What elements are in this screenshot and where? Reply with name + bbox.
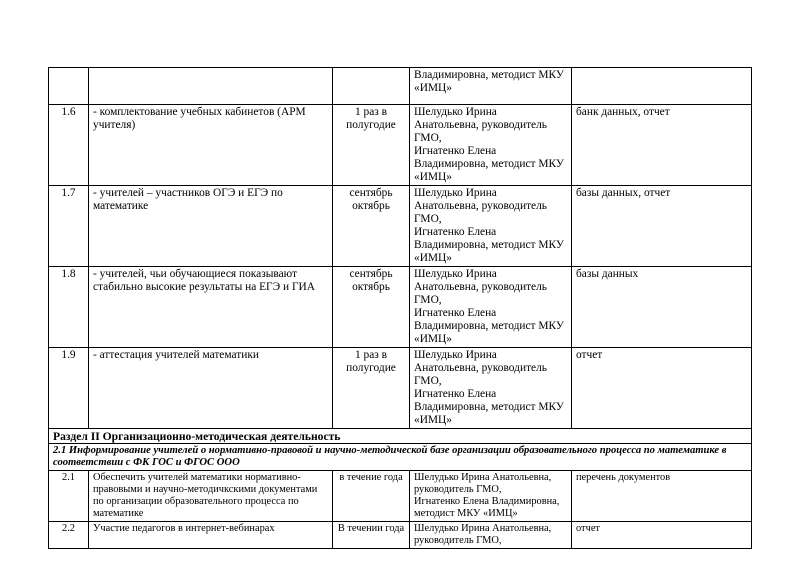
term-cell: сентябрь октябрь: [333, 267, 410, 348]
table-row: [49, 471, 752, 522]
responsible-cell: Шелудько Ирина Анатольевна, руководитель ГМО,: [410, 522, 572, 549]
table-row: [49, 522, 752, 549]
subsection-title: 2.1 Информирование учителей о нормативно-правовой и научно-методической базе организации образовательного процесса по математике в соответствии с ФК ГОС и ФГОС ООО: [49, 444, 752, 471]
term-cell: 1 раз в полугодие: [333, 348, 410, 429]
responsible-cell: Шелудько Ирина Анатольевна, руководитель ГМО, Игнатенко Елена Владимировна, методист МКУ «ИМЦ»: [410, 471, 572, 522]
responsible-cell: Шелудько Ирина Анатольевна, руководитель ГМО, Игнатенко Елена Владимировна, методист МКУ «ИМЦ»: [410, 105, 572, 186]
term-cell: [333, 68, 410, 105]
row-number: 2.1: [49, 471, 89, 522]
task-cell: [89, 68, 333, 105]
table-row: [49, 267, 752, 348]
task-cell: Обеспечить учителей математики нормативно-правовыми и научно-методичкскими документами по организации образовательного процесса по математике: [89, 471, 333, 522]
responsible-cell: Шелудько Ирина Анатольевна, руководитель ГМО, Игнатенко Елена Владимировна, методист МКУ «ИМЦ»: [410, 348, 572, 429]
section-row: [49, 429, 752, 444]
term-cell: сентябрь октябрь: [333, 186, 410, 267]
task-cell: - учителей, чьи обучающиеся показывают стабильно высокие результаты на ЕГЭ и ГИА: [89, 267, 333, 348]
table-row: [49, 348, 752, 429]
section-title: Раздел II Организационно-методическая деятельность: [49, 429, 752, 444]
table-row: [49, 68, 752, 105]
table-row: [49, 105, 752, 186]
term-cell: 1 раз в полугодие: [333, 105, 410, 186]
row-number: 2.2: [49, 522, 89, 549]
row-number: 1.6: [49, 105, 89, 186]
result-cell: базы данных: [572, 267, 752, 348]
term-cell: в течение года: [333, 471, 410, 522]
task-cell: Участие педагогов в интернет-вебинарах: [89, 522, 333, 549]
result-cell: банк данных, отчет: [572, 105, 752, 186]
task-cell: - аттестация учителей математики: [89, 348, 333, 429]
responsible-cell: Владимировна, методист МКУ «ИМЦ»: [410, 68, 572, 105]
table-row: [49, 186, 752, 267]
subsection-row: [49, 444, 752, 471]
result-cell: отчет: [572, 348, 752, 429]
result-cell: базы данных, отчет: [572, 186, 752, 267]
plan-table: [48, 67, 752, 549]
row-number: [49, 68, 89, 105]
result-cell: перечень документов: [572, 471, 752, 522]
responsible-cell: Шелудько Ирина Анатольевна, руководитель ГМО, Игнатенко Елена Владимировна, методист МКУ «ИМЦ»: [410, 186, 572, 267]
row-number: 1.9: [49, 348, 89, 429]
task-cell: - учителей – участников ОГЭ и ЕГЭ по математике: [89, 186, 333, 267]
row-number: 1.8: [49, 267, 89, 348]
result-cell: [572, 68, 752, 105]
term-cell: В течении года: [333, 522, 410, 549]
task-cell: - комплектование учебных кабинетов (АРМ учителя): [89, 105, 333, 186]
result-cell: отчет: [572, 522, 752, 549]
row-number: 1.7: [49, 186, 89, 267]
responsible-cell: Шелудько Ирина Анатольевна, руководитель ГМО, Игнатенко Елена Владимировна, методист МКУ «ИМЦ»: [410, 267, 572, 348]
